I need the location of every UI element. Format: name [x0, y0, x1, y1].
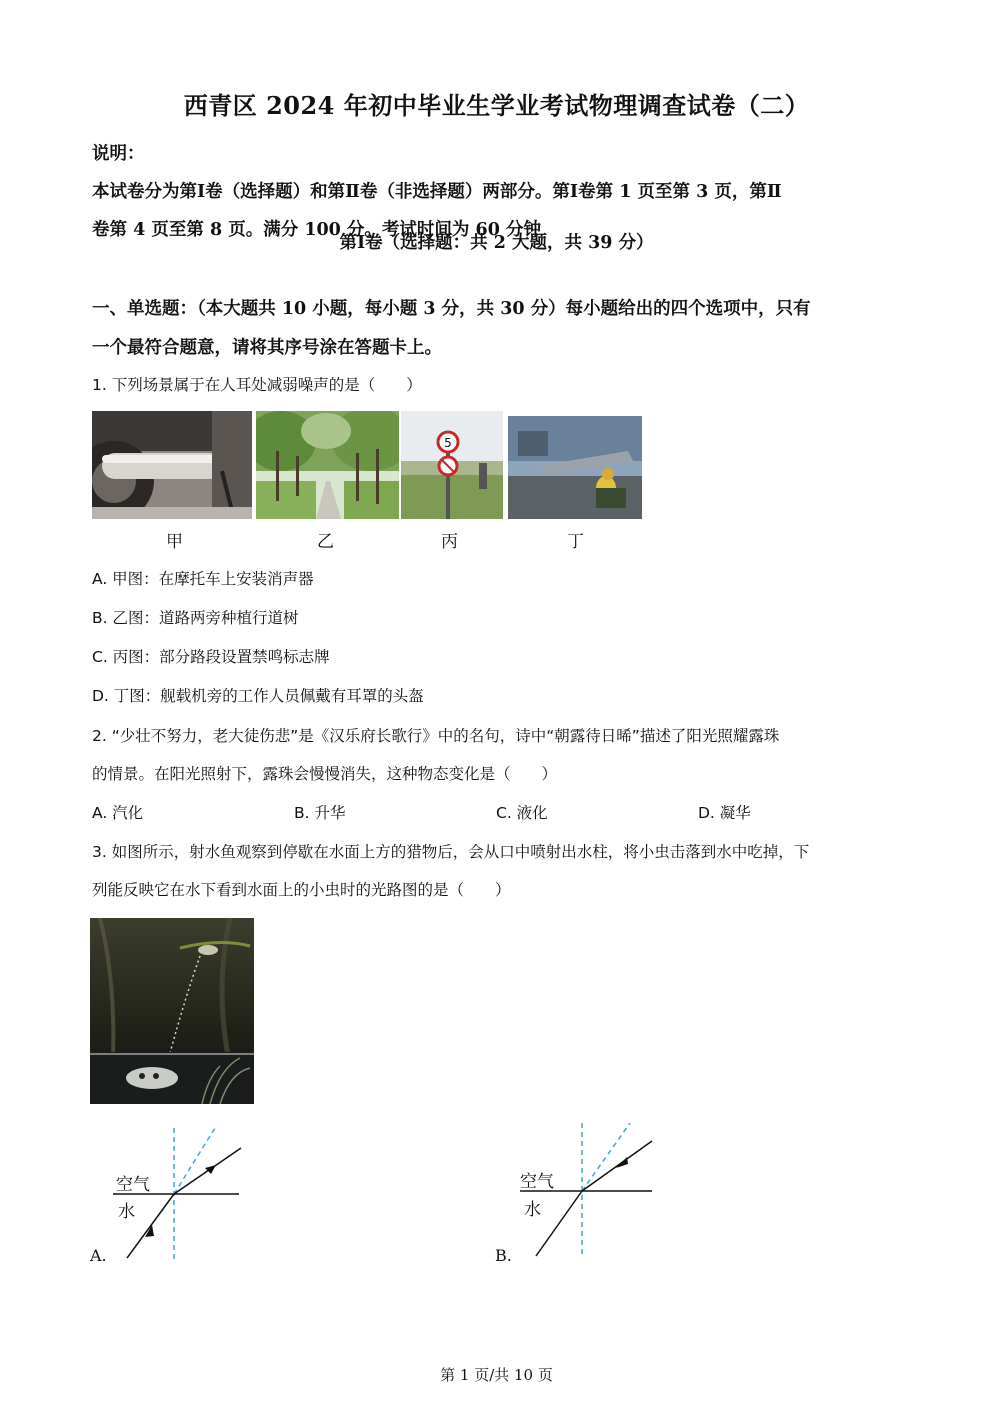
page-footer: 第 1 页/共 10 页 [440, 1366, 553, 1384]
q2-option-b: B. 升华 [294, 804, 346, 822]
ray-diagram-b [512, 1123, 657, 1263]
motorcycle-exhaust-photo [92, 411, 252, 519]
q1-option-a: A. 甲图：在摩托车上安装消声器 [92, 570, 314, 588]
question-2-stem-line-2: 的情景。在阳光照射下，露珠会慢慢消失，这种物态变化是（ ） [92, 765, 558, 783]
q2-option-c: C. 液化 [496, 804, 548, 822]
q2-option-d: D. 凝华 [698, 804, 751, 822]
question-1-stem: 1. 下列场景属于在人耳处减弱噪声的是（ ） [92, 376, 422, 394]
archer-fish-photo [90, 918, 254, 1104]
part-heading-line-2: 一个最符合题意，请将其序号涂在答题卡上。 [92, 338, 442, 358]
diagram-a-water-label: 水 [118, 1202, 135, 1222]
no-honking-sign-photo [401, 411, 503, 519]
diagram-b-water-label: 水 [524, 1200, 541, 1220]
question-3-stem-line-1: 3. 如图所示，射水鱼观察到停歇在水面上方的猎物后，会从口中喷射出水柱，将小虫击落到水中吃掉，下 [92, 843, 810, 861]
question-2-stem-line-1: 2. “少壮不努力，老大徒伤悲”是《汉乐府长歌行》中的名句，诗中“朝露待日晞”描述了阳光照耀露珠 [92, 727, 780, 745]
caption-bing: 丙 [441, 532, 458, 552]
section-heading: 第Ⅰ卷（选择题：共 2 大题，共 39 分） [339, 233, 654, 253]
carrier-deck-photo [508, 416, 642, 519]
note-heading: 说明： [92, 144, 145, 164]
q1-option-d: D. 丁图：舰载机旁的工作人员佩戴有耳罩的头盔 [92, 687, 424, 705]
caption-jia: 甲 [166, 532, 183, 552]
note-line-1: 本试卷分为第Ⅰ卷（选择题）和第Ⅱ卷（非选择题）两部分。第Ⅰ卷第 1 页至第 3 页，第Ⅱ [92, 182, 782, 202]
svg-text:5: 5 [444, 436, 452, 450]
diagram-b-air-label: 空气 [520, 1172, 554, 1192]
q2-option-a: A. 汽化 [92, 804, 144, 822]
diagram-a-air-label: 空气 [116, 1175, 150, 1195]
q3-option-a-label: A. [90, 1246, 107, 1265]
caption-yi: 乙 [317, 532, 334, 552]
caption-ding: 丁 [567, 532, 584, 552]
q1-option-b: B. 乙图：道路两旁种植行道树 [92, 609, 299, 627]
question-3-stem-line-2: 列能反映它在水下看到水面上的小虫时的光路图的是（ ） [92, 881, 511, 899]
note-line-2: 卷第 4 页至第 8 页。满分 100 分。考试时间为 60 分钟 [92, 220, 541, 240]
q3-option-b-label: B. [495, 1246, 512, 1265]
page-title: 西青区 2024 年初中毕业生学业考试物理调查试卷（二） [183, 91, 810, 120]
ray-diagram-a [105, 1128, 245, 1264]
q1-option-c: C. 丙图：部分路段设置禁鸣标志牌 [92, 648, 330, 666]
part-heading-line-1: 一、单选题：（本大题共 10 小题，每小题 3 分，共 30 分）每小题给出的四个选项中，只有 [92, 299, 811, 319]
tree-lined-road-photo [256, 411, 399, 519]
